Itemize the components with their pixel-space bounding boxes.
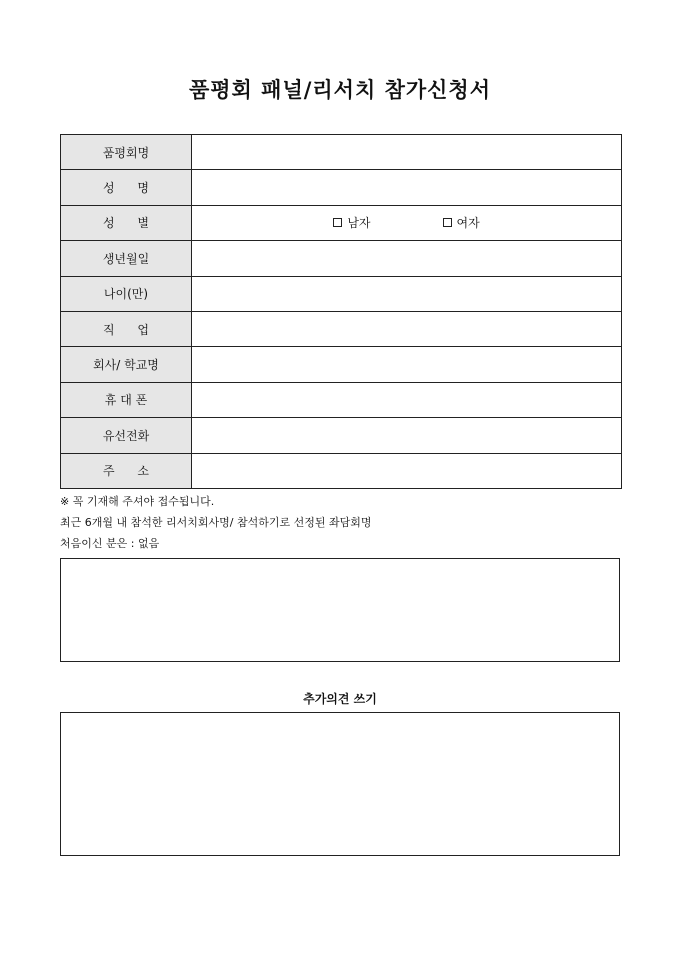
table-row [61,382,622,417]
checkbox-icon[interactable] [333,218,342,227]
table-row [61,347,622,382]
table-row [61,241,622,276]
field-label-event-name: 품평회명 [61,135,192,170]
gender-option-label: 남자 [347,216,371,231]
table-row [61,170,622,205]
gender-options [192,214,621,231]
table-row [61,311,622,346]
gender-field [192,205,622,240]
address-field[interactable] [192,453,622,488]
table-row [61,418,622,453]
age-field[interactable] [192,276,622,311]
field-label-gender: 성 별 [61,205,192,240]
landline-field[interactable] [192,418,622,453]
field-label-mobile: 휴 대 폰 [61,382,192,417]
table-row [61,453,622,488]
mobile-field[interactable] [192,382,622,417]
page-title: 품평회 패널/리서치 참가신청서 [188,77,491,102]
extra-comments-title: 추가의견 쓰기 [303,692,377,706]
table-row [61,205,622,240]
gender-option-female[interactable] [443,214,480,231]
field-label-address: 주 소 [61,453,192,488]
field-label-landline: 유선전화 [61,418,192,453]
gender-option-label: 여자 [456,216,480,231]
first-time-note: 처음이신 분은 : 없음 [60,537,160,550]
checkbox-icon[interactable] [443,218,452,227]
gender-option-male[interactable] [333,214,370,231]
occupation-field[interactable] [192,311,622,346]
table-row [61,276,622,311]
field-label-age: 나이(만) [61,276,192,311]
birthdate-field[interactable] [192,241,622,276]
field-label-birthdate: 생년월일 [61,241,192,276]
field-label-company-school: 회사/ 학교명 [61,347,192,382]
name-field[interactable] [192,170,622,205]
application-form-table [60,134,622,489]
required-note: ※ 꼭 기재해 주셔야 접수됩니다. [60,495,215,508]
event-name-field[interactable] [192,135,622,170]
extra-comments-textarea[interactable] [60,712,620,856]
recent-research-textarea[interactable] [60,558,620,662]
field-label-name: 성 명 [61,170,192,205]
recent-research-note: 최근 6개월 내 참석한 리서치회사명/ 참석하기로 선정된 좌담회명 [60,516,372,529]
table-row [61,135,622,170]
field-label-occupation: 직 업 [61,311,192,346]
company-school-field[interactable] [192,347,622,382]
